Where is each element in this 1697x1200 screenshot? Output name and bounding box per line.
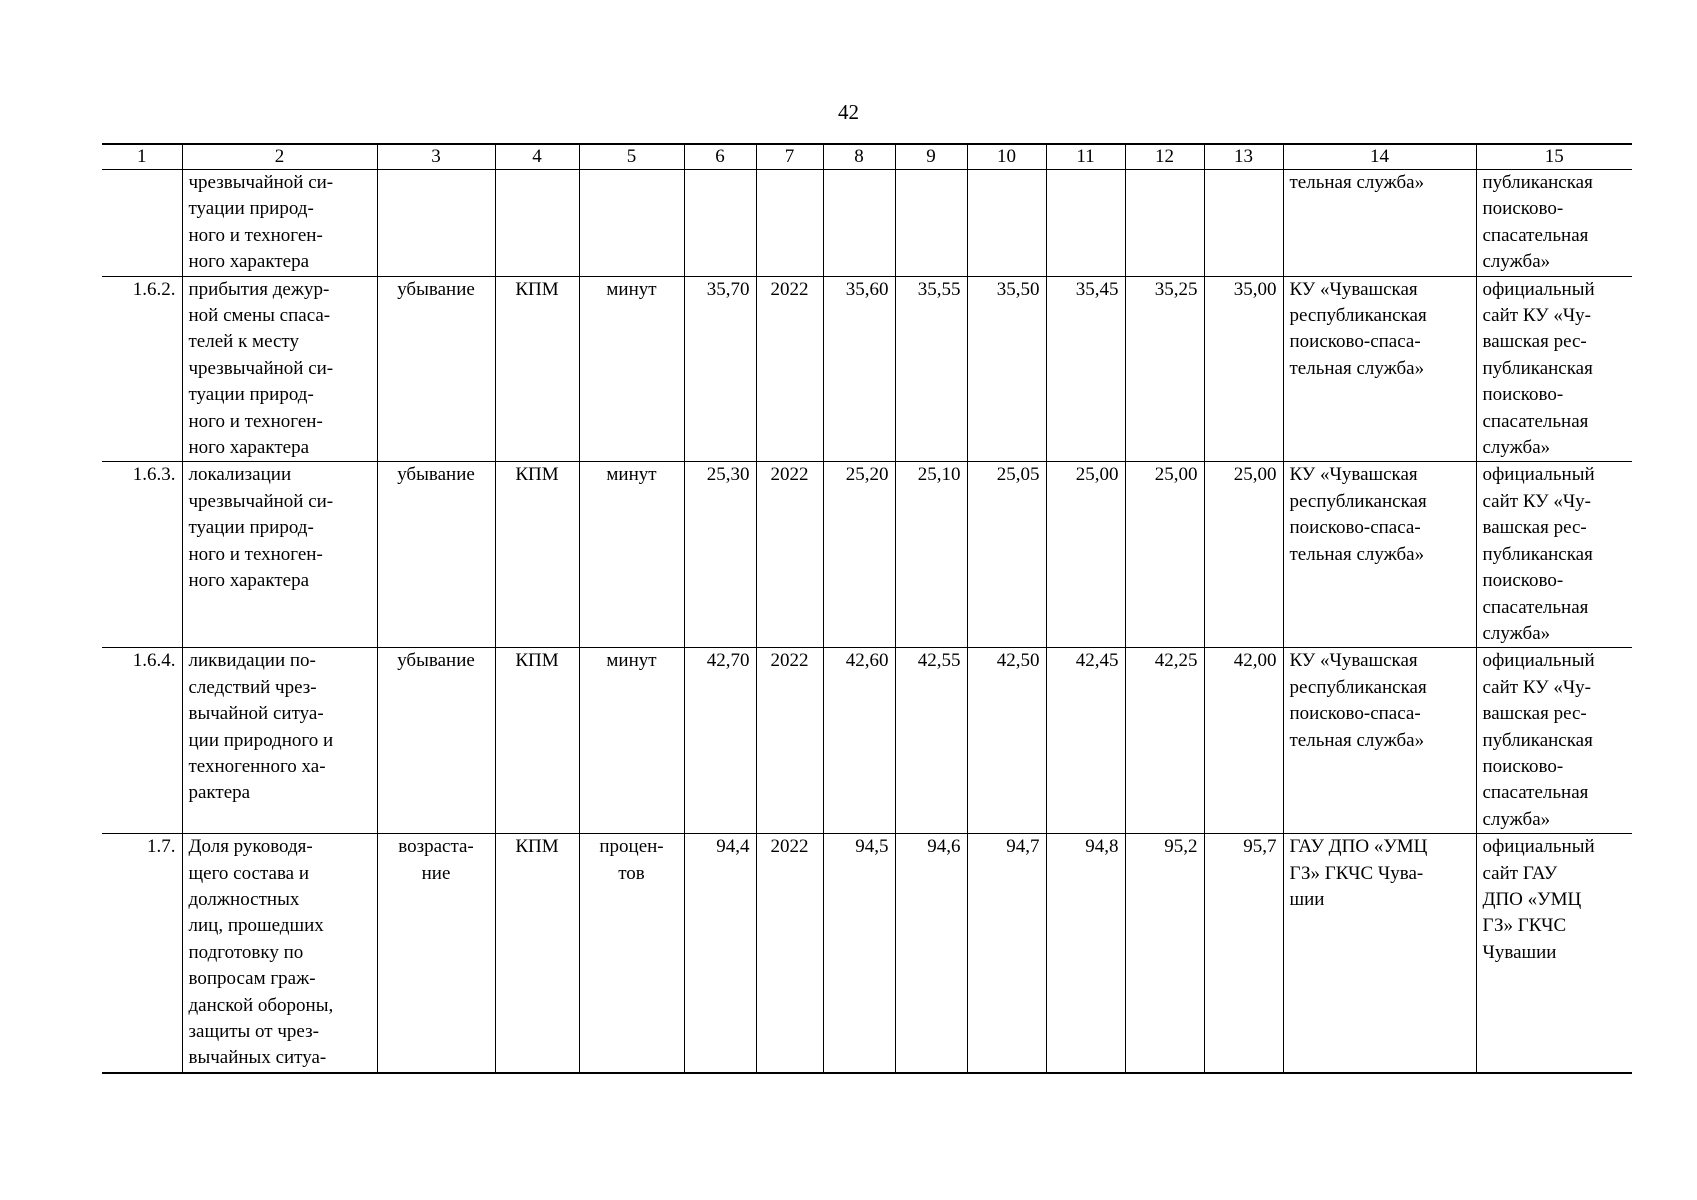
value: 42,50 [967, 648, 1046, 834]
table-row [102, 462, 1632, 648]
row-number: 1.7. [102, 834, 182, 1073]
indicator-type: КПМ [495, 648, 579, 834]
value [895, 170, 967, 277]
base-value: 35,70 [684, 276, 756, 462]
info-source: официальный сайт КУ «Чу- вашская рес- публиканская поисково- спасательная служба» [1476, 276, 1632, 462]
unit [579, 170, 684, 277]
indicators-table [102, 143, 1632, 1074]
page-number: 42 [838, 100, 859, 124]
value: 95,2 [1125, 834, 1204, 1073]
indicator-name: локализации чрезвычайной си- туации природ- ного и техноген- ного характера [182, 462, 377, 648]
value: 94,8 [1046, 834, 1125, 1073]
info-source: официальный сайт КУ «Чу- вашская рес- публиканская поисково- спасательная служба» [1476, 648, 1632, 834]
column-number: 1 [102, 144, 182, 170]
base-value: 25,30 [684, 462, 756, 648]
column-number: 2 [182, 144, 377, 170]
info-source: официальный сайт ГАУ ДПО «УМЦ ГЗ» ГКЧС Чувашии [1476, 834, 1632, 1073]
value: 35,55 [895, 276, 967, 462]
value [967, 170, 1046, 277]
table-row [102, 648, 1632, 834]
trend: возраста- ние [377, 834, 495, 1073]
column-number: 6 [684, 144, 756, 170]
value: 94,6 [895, 834, 967, 1073]
value: 35,00 [1204, 276, 1283, 462]
unit: минут [579, 462, 684, 648]
value: 35,50 [967, 276, 1046, 462]
value [1204, 170, 1283, 277]
unit: минут [579, 276, 684, 462]
base-year: 2022 [756, 834, 823, 1073]
table-row [102, 170, 1632, 277]
responsible: КУ «Чувашская республиканская поисково-спаса- тельная служба» [1283, 276, 1476, 462]
value: 25,00 [1204, 462, 1283, 648]
indicator-type: КПМ [495, 462, 579, 648]
value: 25,10 [895, 462, 967, 648]
unit: процен- тов [579, 834, 684, 1073]
value: 94,5 [823, 834, 895, 1073]
value: 25,05 [967, 462, 1046, 648]
column-number: 5 [579, 144, 684, 170]
value: 25,20 [823, 462, 895, 648]
base-value: 42,70 [684, 648, 756, 834]
base-value: 94,4 [684, 834, 756, 1073]
column-number: 11 [1046, 144, 1125, 170]
column-number: 9 [895, 144, 967, 170]
column-number: 14 [1283, 144, 1476, 170]
value: 35,25 [1125, 276, 1204, 462]
info-source: официальный сайт КУ «Чу- вашская рес- публиканская поисково- спасательная служба» [1476, 462, 1632, 648]
responsible: КУ «Чувашская республиканская поисково-спаса- тельная служба» [1283, 462, 1476, 648]
value: 42,45 [1046, 648, 1125, 834]
base-year: 2022 [756, 462, 823, 648]
value [823, 170, 895, 277]
column-number: 12 [1125, 144, 1204, 170]
base-year [756, 170, 823, 277]
row-number: 1.6.4. [102, 648, 182, 834]
indicator-name: ликвидации по- следствий чрез- вычайной ситуа- ции природного и техногенного ха- рактера [182, 648, 377, 834]
table-row [102, 276, 1632, 462]
value: 42,00 [1204, 648, 1283, 834]
column-number-row [102, 144, 1632, 170]
trend: убывание [377, 648, 495, 834]
column-number: 8 [823, 144, 895, 170]
trend: убывание [377, 462, 495, 648]
indicator-name: Доля руководя- щего состава и должностных лиц, прошедших подготовку по вопросам граж- данской обороны, защиты от чрез- вычайных ситуа- [182, 834, 377, 1073]
indicator-type: КПМ [495, 834, 579, 1073]
column-number: 13 [1204, 144, 1283, 170]
info-source: публиканская поисково- спасательная служба» [1476, 170, 1632, 277]
table-row [102, 834, 1632, 1073]
value: 35,60 [823, 276, 895, 462]
responsible: ГАУ ДПО «УМЦ ГЗ» ГКЧС Чува- шии [1283, 834, 1476, 1073]
column-number: 7 [756, 144, 823, 170]
base-year: 2022 [756, 648, 823, 834]
row-number [102, 170, 182, 277]
responsible: КУ «Чувашская республиканская поисково-спаса- тельная служба» [1283, 648, 1476, 834]
value: 95,7 [1204, 834, 1283, 1073]
value: 42,25 [1125, 648, 1204, 834]
value [1125, 170, 1204, 277]
base-value [684, 170, 756, 277]
column-number: 3 [377, 144, 495, 170]
unit: минут [579, 648, 684, 834]
responsible: тельная служба» [1283, 170, 1476, 277]
value: 42,60 [823, 648, 895, 834]
trend [377, 170, 495, 277]
value: 94,7 [967, 834, 1046, 1073]
value: 35,45 [1046, 276, 1125, 462]
indicator-type: КПМ [495, 276, 579, 462]
base-year: 2022 [756, 276, 823, 462]
indicator-type [495, 170, 579, 277]
value [1046, 170, 1125, 277]
value: 25,00 [1046, 462, 1125, 648]
indicator-name: чрезвычайной си- туации природ- ного и техноген- ного характера [182, 170, 377, 277]
row-number: 1.6.3. [102, 462, 182, 648]
value: 42,55 [895, 648, 967, 834]
value: 25,00 [1125, 462, 1204, 648]
column-number: 15 [1476, 144, 1632, 170]
indicator-name: прибытия дежур- ной смены спаса- телей к месту чрезвычайной си- туации природ- ного и техноген- ного характера [182, 276, 377, 462]
column-number: 10 [967, 144, 1046, 170]
column-number: 4 [495, 144, 579, 170]
trend: убывание [377, 276, 495, 462]
row-number: 1.6.2. [102, 276, 182, 462]
